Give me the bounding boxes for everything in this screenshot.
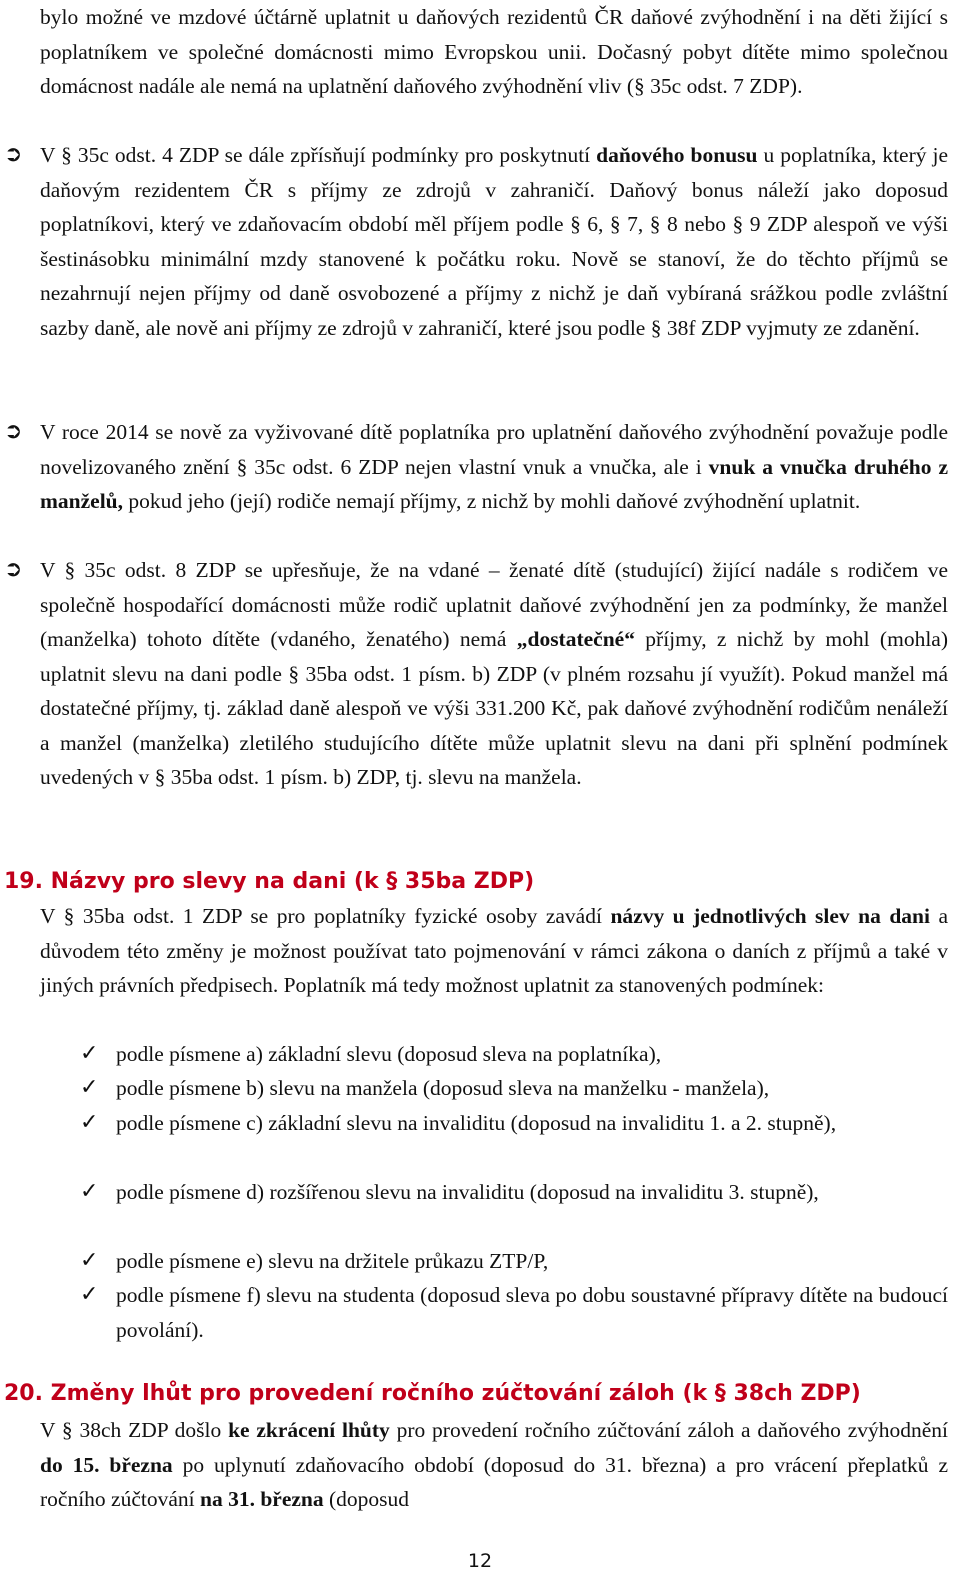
list-item-text: podle písmene a) základní slevu (doposud sleva na poplatníka), [116,1042,662,1066]
bold-term: názvy u jednotlivých slev na dani [610,904,930,928]
list-item-text: podle písmene d) rozšířenou slevu na invaliditu (doposud na invaliditu 3. stupně), [116,1180,819,1204]
page-number: 12 [467,1550,493,1572]
section-text: V § 38ch ZDP došlo [40,1418,229,1442]
bullet-text: pokud jeho (její) rodiče nemají příjmy, z nichž by mohli daňové zvýhodnění uplatnit. [123,489,861,513]
bold-term: na 31. března [200,1487,324,1511]
bullet-text: u poplatníka, který je daňovým rezidentem ČR s příjmy ze zdrojů v zahraničí. Daňový bonus náleží jako doposud poplatníkovi, který ve zdaňovacím období měl příjem podle § 6, § 7, § 8 nebo § 9 ZDP alespoň ve výši šestinásobku minimální mzdy stanovené k počátku roku. Nově se stanoví, že do těchto příjmů se nezahrnují nejen příjmy od daně osvobozené a příjmy z nichž je daň vybíraná srážkou podle zvláštní sazby daně, ale nově ani příjmy ze zdrojů v zahraničí, které jsou podle § 38f ZDP vyjmuty ze zdanění. [40,143,948,340]
section-text: V § 35ba odst. 1 ZDP se pro poplatníky fyzické osoby zavádí [40,904,611,928]
checkmark-icon: ✓ [80,1248,99,1273]
arrow-bullet-icon: ➲ [4,419,23,444]
arrow-bullet-icon: ➲ [4,142,23,167]
bullet-text: příjmy, z nichž by mohl (mohla) uplatnit slevu na dani podle § 35ba odst. 1 písm. b) ZDP (v plném rozsahu jí využít). Pokud manžel má dostatečné příjmy, tj. základ daně alespoň ve výši 331.200 Kč, pak daňové zvýhodnění rodičům nenáleží a manžel (manželka) zletilého studujícího dítěte může uplatnit slevu na dani při splnění podmínek uvedených v § 35ba odst. 1 písm. b) ZDP, tj. slevu na manžela. [40,627,948,789]
checkmark-icon: ✓ [80,1110,99,1135]
arrow-bullet-icon: ➲ [4,557,23,582]
bold-term: ke zkrácení lhůty [228,1418,390,1442]
bullet-danovy-bonus [40,138,948,345]
checkmark-icon: ✓ [80,1179,99,1204]
bold-term: „dostatečné“ [516,627,635,651]
section-19-intro [40,899,948,1003]
bold-term: vnuk a vnučka druhého z manželů, [40,454,948,513]
list-item-text: podle písmene c) základní slevu na invaliditu (doposud na invaliditu 1. a 2. stupně), [116,1111,837,1135]
checkmark-icon: ✓ [80,1075,99,1100]
bold-term: daňového bonusu [596,143,758,167]
paragraph-intro [40,0,948,104]
section-heading-19: 19. Názvy pro slevy na dani (k § 35ba ZDP) [4,869,535,894]
bullet-text: V § 35c odst. 4 ZDP se dále zpřísňují podmínky pro poskytnutí [40,143,597,167]
section-text: pro provedení ročního zúčtování záloh a daňového zvýhodnění [389,1418,949,1442]
list-item-text: podle písmene e) slevu na držitele průkazu ZTP/P, [116,1249,549,1273]
section-20-text [40,1413,948,1517]
checkmark-icon: ✓ [80,1041,99,1066]
list-item-text: podle písmene b) slevu na manžela (doposud sleva na manželku - manžela), [116,1076,770,1100]
section-heading-20: 20. Změny lhůt pro provedení ročního zúčtování záloh (k § 38ch ZDP) [4,1381,861,1406]
bullet-text: V § 35c odst. 8 ZDP se upřesňuje, že na vdané – ženaté dítě (studující) žijící nadále s rodičem ve společně hospodařící domácnosti může rodič uplatnit daňové zvýhodnění jen za podmínky, že manžel (manželka) tohoto dítěte (vdaného, ženatého) nemá [40,558,948,651]
checkmark-icon: ✓ [80,1282,99,1307]
section-text: po uplynutí zdaňovacího období (doposud do 31. března) a pro vrácení přeplatků z ročního zúčtování [40,1452,948,1511]
bullet-text: V roce 2014 se nově za vyživované dítě poplatníka pro uplatnění daňového zvýhodnění považuje podle novelizovaného znění § 35c odst. 6 ZDP nejen vlastní vnuk a vnučka, ale i [40,420,948,479]
section-text: (doposud [323,1487,410,1511]
section-text: a důvodem této změny je možnost používat tato pojmenování v rámci zákona o daních z příjmů a také v jiných právních předpisech. Poplatník má tedy možnost uplatnit za stanovených podmínek: [40,904,949,997]
bold-term: do 15. března [40,1452,173,1477]
bullet-vnuk [40,415,948,519]
paragraph-text: bylo možné ve mzdové účtárně uplatnit u daňových rezidentů ČR daňové zvýhodnění i na děti žijící s poplatníkem ve společné domácnosti mimo Evropskou unii. Dočasný pobyt dítěte mimo společnou domácnost nadále ale nemá na uplatnění daňového zvýhodnění vliv (§ 35c odst. 7 ZDP). [40,5,948,98]
list-item-text: podle písmene f) slevu na studenta (doposud sleva po dobu soustavné přípravy dítěte na budoucí povolání). [116,1283,948,1342]
bullet-vdane-dite [40,553,948,795]
